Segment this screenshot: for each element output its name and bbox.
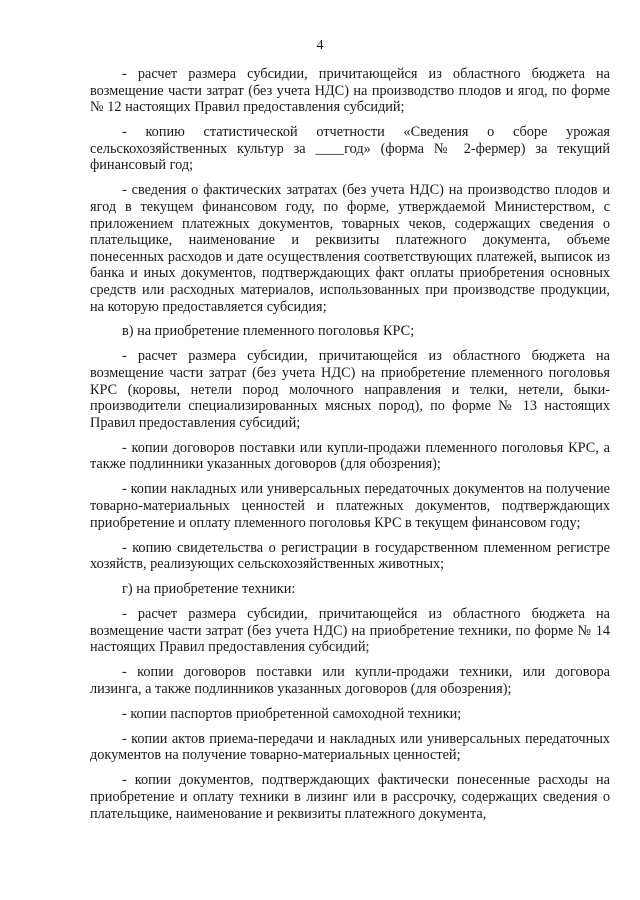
paragraph-cattle-invoices: - копии накладных или универсальных передаточных документов на получение товарно-материальных ценностей и платежных документов, подтверждающих приобретение и оплату племенного поголовья КРС в текущем финансовом году; bbox=[90, 481, 610, 531]
paragraph-harvest-statistics: - копию статистической отчетности «Сведения о сборе урожая сельскохозяйственных культур за ____год» (форма № 2-фермер) за текущий финансовый год; bbox=[90, 124, 610, 174]
paragraph-cattle-contracts: - копии договоров поставки или купли-продажи племенного поголовья КРС, а также подлинники указанных договоров (для обозрения); bbox=[90, 439, 610, 473]
document-body bbox=[90, 66, 610, 831]
paragraph-section-v-cattle: в) на приобретение племенного поголовья КРС; bbox=[122, 323, 415, 340]
paragraph-machinery-passports: - копии паспортов приобретенной самоходной техники; bbox=[122, 705, 462, 722]
paragraph-leasing-payment-documents: - копии документов, подтверждающих фактически понесенные расходы на приобретение и оплату техники в лизинг или в рассрочку, содержащих сведения о плательщике, наименование и реквизиты платежного документа, bbox=[90, 772, 610, 822]
paragraph-breeding-registry-certificate: - копию свидетельства о регистрации в государственном племенном регистре хозяйств, реализующих сельскохозяйственных животных; bbox=[90, 539, 610, 573]
paragraph-machinery-contracts: - копии договоров поставки или купли-продажи техники, или договора лизинга, а также подлинников указанных договоров (для обозрения); bbox=[90, 664, 610, 697]
paragraph-actual-costs-info: - сведения о фактических затратах (без учета НДС) на производство плодов и ягод в текущем финансовом году, по форме, утверждаемой Министерством, с приложением платежных документов, товарных чеков, содержащих сведения о плательщике, наименование и реквизиты платежного документа, объеме понесенных расходов и дате осуществления соответствующих платежей, выписок из банка и иных документов, подтверждающих факт оплаты приобретения основных средств или расходных материалов, использованных при производстве продукции, на которую предоставляется субсидия; bbox=[90, 182, 610, 315]
page-number: 4 bbox=[316, 38, 324, 53]
paragraph-section-g-machinery: г) на приобретение техники: bbox=[122, 581, 296, 598]
paragraph-fruit-subsidy-calculation: - расчет размера субсидии, причитающейся из областного бюджета на возмещение части затрат (без учета НДС) на производство плодов и ягод, по форме № 12 настоящих Правил предоставления субсидий; bbox=[90, 66, 610, 116]
paragraph-cattle-subsidy-calculation: - расчет размера субсидии, причитающейся из областного бюджета на возмещение части затрат (без учета НДС) на приобретение племенного поголовья КРС (коровы, нетели пород молочного направления и телки, нетели, быки-производители специализированных мясных пород), по форме № 13 настоящих Правил предоставления субсидий; bbox=[90, 348, 610, 431]
paragraph-transfer-acts: - копии актов приема-передачи и накладных или универсальных передаточных документов на получение товарно-материальных ценностей; bbox=[90, 730, 610, 764]
paragraph-machinery-subsidy-calculation: - расчет размера субсидии, причитающейся из областного бюджета на возмещение части затрат (без учета НДС) на приобретение техники, по форме № 14 настоящих Правил предоставления субсидий; bbox=[90, 606, 610, 656]
